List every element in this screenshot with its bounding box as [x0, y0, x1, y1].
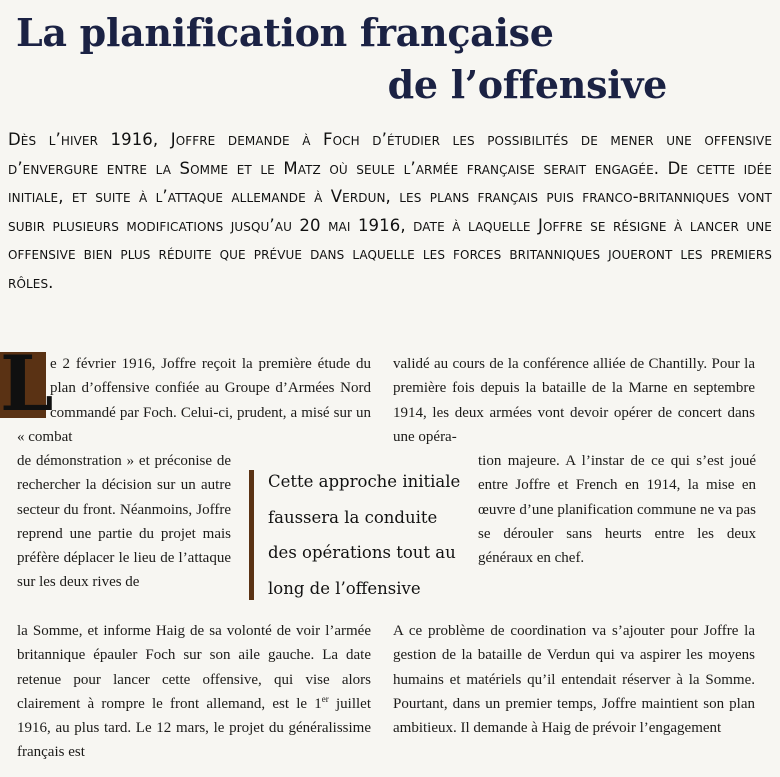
body-text-right-top: validé au cours de la conférence alliée de Chantilly. Pour la première fois depuis la bataille de la Marne en septembre 1914, les deux armées vont devoir opérer de concert dans une opéra-: [393, 356, 755, 445]
body-text-left-mid: de démonstration » et préconise de rechercher la décision sur un autre secteur du front. Néanmoins, Joffre reprend une partie du projet mais préfère déplacer le lieu de l’attaque sur les deux rives de: [17, 453, 231, 591]
body-text-right-mid: tion majeure. A l’instar de ce qui s’est joué entre Joffre et French en 1914, la mise en œuvre d’une planification commune ne va pas se dérouler sans heurts entre les deux généraux en chef.: [478, 453, 756, 567]
page-title-line-1: La planification française: [16, 10, 554, 55]
body-text-left-top: e 2 février 1916, Joffre reçoit la première étude du plan d’offensive confiée au Groupe d’Armées Nord commandé par Foch. Celui-ci, prudent, a misé sur un « combat: [17, 356, 371, 445]
body-column-right-bottom: [393, 619, 755, 740]
body-column-left-bottom: [17, 619, 371, 765]
ordinal-superscript: er: [321, 693, 329, 704]
body-text-right-bottom: A ce problème de coordination va s’ajouter pour Joffre la gestion de la bataille de Verdun qui va aspirer les moyens humains et matériels qu’il entendait réserver à la Somme. Pourtant, dans un premier temps, Joffre maintient son plan ambitieux. Il demande à Haig de prévoir l’engagement: [393, 623, 755, 737]
body-text-left-bottom: [17, 619, 371, 765]
body-text-left-bottom-a: la Somme, et informe Haig de sa volonté de voir l’armée britannique épauler Foch sur son aile gauche. La date retenue pour lancer cette offensive, qui vise alors clairement à rompre le front allemand, est le 1: [17, 623, 371, 712]
pullquote-bar: [249, 470, 254, 600]
lead-paragraph: Dès l’hiver 1916, Joffre demande à Foch d’étudier les possibilités de mener une offensive d’envergure entre la Somme et le Matz où seule l’armée française serait engagée. De cette idée initiale, et suite à l’attaque allemande à Verdun, les plans français puis franco-britanniques vont subir plusieurs modifications jusqu’au 20 mai 1916, date à laquelle Joffre se résigne à lancer une offensive bien plus réduite que prévue dans laquelle les forces britanniques joueront les premiers rôles.: [8, 130, 772, 292]
body-text-left-bottom-b: juillet 1916, au plus tard. Le 12 mars, le projet du généralissime français est: [17, 695, 372, 761]
page-title-line-2: de l’offensive: [387, 62, 667, 107]
body-column-left-mid: [17, 449, 231, 595]
drop-cap: [0, 339, 54, 428]
pullquote: Cette approche initiale faussera la conduite des opérations tout au long de l’offensive: [268, 472, 461, 598]
body-column-right-mid: [478, 449, 756, 570]
body-column-left-top: [0, 339, 371, 449]
body-column-right-top: [393, 352, 755, 449]
drop-cap-letter: L: [0, 339, 54, 428]
